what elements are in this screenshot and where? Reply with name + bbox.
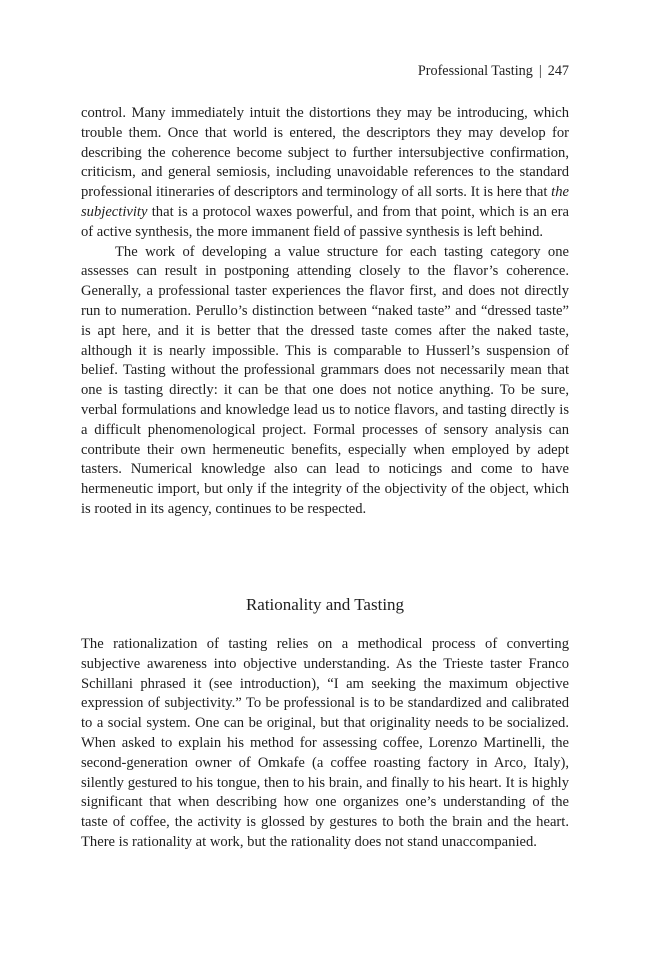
running-head xyxy=(418,62,569,80)
paragraph-continuation xyxy=(81,104,569,243)
body-section-2 xyxy=(81,635,569,853)
paragraph-text: control. Many immediately intuit the distortions they may be introducing, which trouble them. Once that world is entered, the descriptors they may develop for describing the coherence become subject to further intersubjective confirmation, criticism, and general semiosis, including unavoidable references to the standard professional itineraries of descriptors and terminology of all sorts. It is here that xyxy=(81,105,569,201)
body-section-1 xyxy=(81,104,569,520)
italic-phrase: the subjectivity xyxy=(81,184,569,220)
running-head-title: Professional Tasting xyxy=(417,63,533,79)
paragraph: The rationalization of tasting relies on a methodical process of converting subjective awareness into objective understanding. As the Trieste taster Franco Schillani phrased it (see introduction), “I am seeking the maximum objective expression of subjectivity.” To be professional is to be standardized and calibrated to a social system. One can be original, but that originality needs to be socialized. When asked to explain his method for assessing coffee, Lorenzo Martinelli, the second-generation owner of Omkafe (a coffee roasting factory in Arco, Italy), silently gestured to his tongue, then to his brain, and finally to his heart. It is highly significant that when describing how one organizes one’s understanding of the taste of coffee, the activity is glossed by gestures to both the brain and the heart. There is rationality at work, but the rationality does not stand unaccompanied. xyxy=(81,636,569,850)
paragraph: The work of developing a value structure for each tasting category one assesses can result in postponing attending closely to the flavor’s coherence. Generally, a professional taster experiences the flavor first, and does not directly run to numeration. Perullo’s distinction between “naked taste” and “dressed taste” is apt here, and it is better that the dressed taste comes after the naked taste, although it is nearly impossible. This is comparable to Husserl’s suspension of belief. Tasting without the professional grammars does not necessarily mean that one is tasting directly: it can be that one does not notice anything. To be sure, verbal formulations and knowledge lead us to notice flavors, and tasting directly is a difficult phenomenological project. Formal processes of sensory analysis can contribute their own hermeneutic benefits, especially when employed by adept tasters. Numerical knowledge also can lead to noticings and come to have hermeneutic import, but only if the integrity of the objectivity of the object, which is rooted in its agency, continues to be respected. xyxy=(81,243,569,517)
page-number: 247 xyxy=(547,63,569,79)
paragraph-text: that is a protocol waxes powerful, and from that point, which is an era of active synthesis, the more immanent field of passive synthesis is left behind. xyxy=(81,203,569,240)
section-heading: Rationality and Tasting xyxy=(245,595,405,614)
running-head-separator: | xyxy=(538,63,542,79)
